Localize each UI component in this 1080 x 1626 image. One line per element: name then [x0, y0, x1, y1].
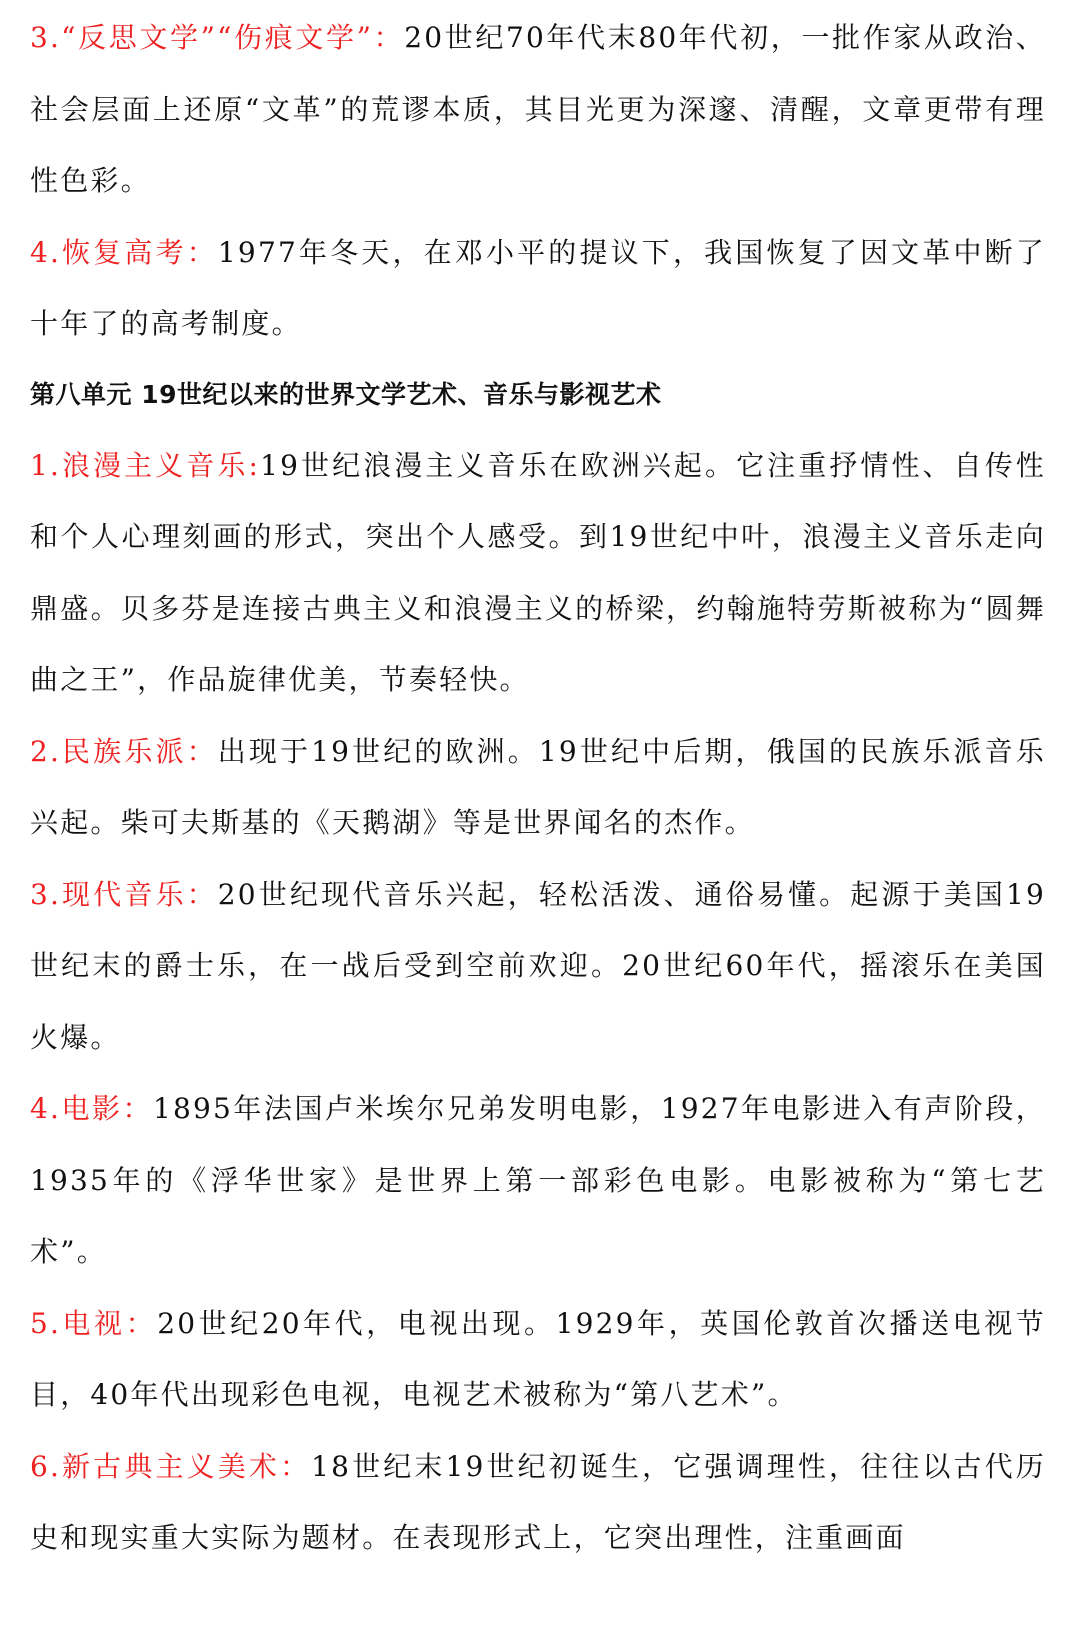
- term-body: 1895年法国卢米埃尔兄弟发明电影，1927年电影进入有声阶段，1935年的《浮华世家》是世界上第一部彩色电影。电影被称为“第七艺术”。: [30, 1092, 1047, 1268]
- paragraph-modern-music: [30, 859, 1046, 1074]
- term-label: 4.电影：: [30, 1092, 154, 1125]
- term-body: 1977年冬天，在邓小平的提议下，我国恢复了因文革中断了十年了的高考制度。: [30, 235, 1046, 340]
- term-label: 3.“反思文学”“伤痕文学”：: [30, 21, 405, 54]
- paragraph-neoclassical-art: [30, 1431, 1046, 1574]
- term-label: 4.恢复高考：: [30, 235, 218, 269]
- term-body: 19世纪浪漫主义音乐在欧洲兴起。它注重抒情性、自传性和个人心理刻画的形式，突出个人感受。到19世纪中叶，浪漫主义音乐走向鼎盛。贝多芬是连接古典主义和浪漫主义的桥梁，约翰施特劳斯被称为“圆舞曲之王”，作品旋律优美，节奏轻快。: [30, 448, 1046, 696]
- paragraph-television: [30, 1288, 1046, 1431]
- term-body: 20世纪现代音乐兴起，轻松活泼、通俗易懂。起源于美国19世纪末的爵士乐，在一战后受到空前欢迎。20世纪60年代，摇滚乐在美国火爆。: [30, 877, 1046, 1054]
- term-body: 18世纪末19世纪初诞生，它强调理性，往往以古代历史和现实重大实际为题材。在表现形式上，它突出理性，注重画面: [30, 1449, 1046, 1554]
- paragraph-national-school: [30, 716, 1046, 859]
- paragraph-romantic-music: [30, 430, 1046, 716]
- term-label: 5.电视：: [30, 1306, 158, 1340]
- term-body: 20世纪20年代，电视出现。1929年，英国伦敦首次播送电视节目，40年代出现彩色电视，电视艺术被称为“第八艺术”。: [30, 1306, 1047, 1411]
- term-label: 2.民族乐派：: [30, 734, 218, 768]
- paragraph-reflection-literature: [30, 2, 1046, 217]
- term-label: 3.现代音乐：: [30, 877, 218, 911]
- document-page: [0, 2, 1080, 1626]
- term-label: 1.浪漫主义音乐:: [30, 448, 261, 482]
- term-body: 出现于19世纪的欧洲。19世纪中后期，俄国的民族乐派音乐兴起。柴可夫斯基的《天鹅湖》等是世界闻名的杰作。: [30, 734, 1046, 839]
- section-heading: 第八单元 19世纪以来的世界文学艺术、音乐与影视艺术: [30, 379, 662, 409]
- term-label: 6.新古典主义美术：: [30, 1449, 312, 1483]
- paragraph-restore-gaokao: [30, 217, 1046, 360]
- term-body: 20世纪70年代末80年代初，一批作家从政治、社会层面上还原“文革”的荒谬本质，其目光更为深邃、清醒，文章更带有理性色彩。: [30, 21, 1046, 197]
- paragraph-film: [30, 1073, 1046, 1288]
